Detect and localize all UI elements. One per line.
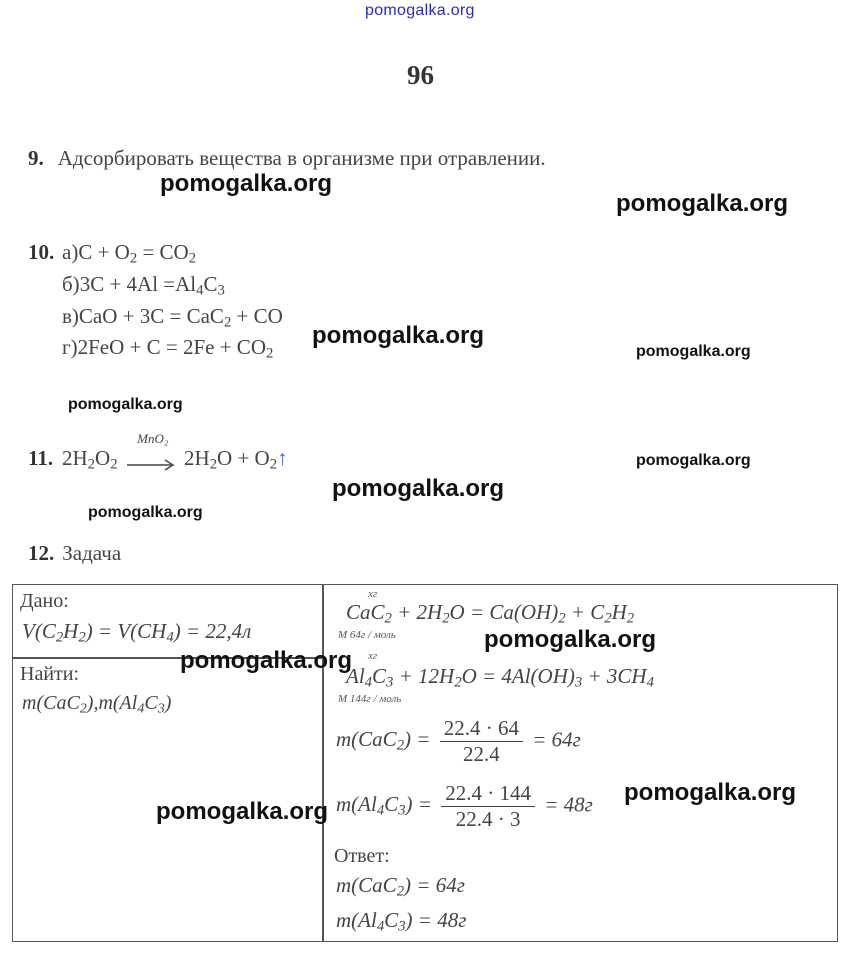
watermark: pomogalka.org [68,396,183,413]
watermark: pomogalka.org [160,170,333,197]
question-9-number: 9. [28,146,44,170]
given-value: $V(C_2H_2) = V(CH_4) = 22,4л$ [22,619,252,646]
watermark: pomogalka.org [180,647,353,674]
watermark: pomogalka.org [332,475,505,502]
fraction-cac2: $\frac{22.4 \cdot 64}{22.4}$ [440,716,523,767]
question-10-number: 10. [28,240,55,264]
reaction-arrow [127,431,175,467]
watermark: pomogalka.org [484,626,657,653]
equation-1: $CaC_2 + 2H_2O = Ca(OH)_2 + C_2H_2$ [346,600,635,627]
site-link[interactable]: pomogalka.org [365,2,475,19]
fraction-al4c3: $\frac{22.4 \cdot 144}{22.4 \cdot 3}$ [441,781,535,832]
molar-mass-cac2: M 64г / моль [338,629,396,641]
reaction-10v: в)CaO + 3C = CaC$_2$ + CO [62,304,283,331]
question-11-number: 11. [28,446,54,470]
watermark: pomogalka.org [156,798,329,825]
reaction-11: $2H_2O_2$ MnO₂ $2H_2O$ + $O_2↑$ [62,431,288,473]
watermark: pomogalka.org [636,343,751,360]
question-12-number: 12. [28,541,55,565]
calculation-al4c3: $m(Al_4C_3)$ = $\frac{22.4 \cdot 144}{22.4 \cdot 3}$ = 48г [336,781,593,831]
question-12-text: Задача [62,541,122,565]
watermark: pomogalka.org [88,504,203,521]
molar-mass-al4c3: M 144г / моль [338,693,402,705]
watermark: pomogalka.org [624,779,797,806]
answer-al4c3: $m(Al_4C_3) = 48г$ [336,908,467,935]
given-label: Дано: [20,590,69,612]
watermark: pomogalka.org [616,190,789,217]
calculation-cac2: m(CaC$_2$) = $\frac{22.4 \cdot 64}{22.4}$ = 64г [336,716,581,766]
answer-label: Ответ: [334,845,390,867]
equation-2: $Al_4C_3 + 12H_2O = 4Al(OH)_3 + 3CH_4$ [346,664,654,691]
question-9-text: Адсорбировать вещества в организме при отравлении. [57,146,546,170]
watermark: pomogalka.org [636,452,751,469]
reaction-10b: $б)3C + 4Al =Al_4C_3$ [62,272,225,299]
reaction-10a: $а)C + O_2 = CO_2$ [62,240,197,267]
reaction-10g: $г)2FeO + C = 2Fe + CO_2$ [62,335,274,362]
page-number: 96 [407,60,434,90]
watermark: pomogalka.org [312,322,485,349]
answer-cac2: m(CaC$_2$) = 64г [336,873,465,900]
catalyst-label: MnO₂ [137,431,169,447]
question-12 [28,541,121,566]
find-value: $m(CaC_2),m(Al_4C_3)$ [22,692,172,717]
mark-x-2: xг [368,650,378,662]
table-divider-vertical [322,584,324,942]
question-9 [28,146,546,171]
find-label: Найти: [20,663,80,685]
mark-x-1: xг [368,588,378,600]
right-arrow-icon [127,458,175,472]
